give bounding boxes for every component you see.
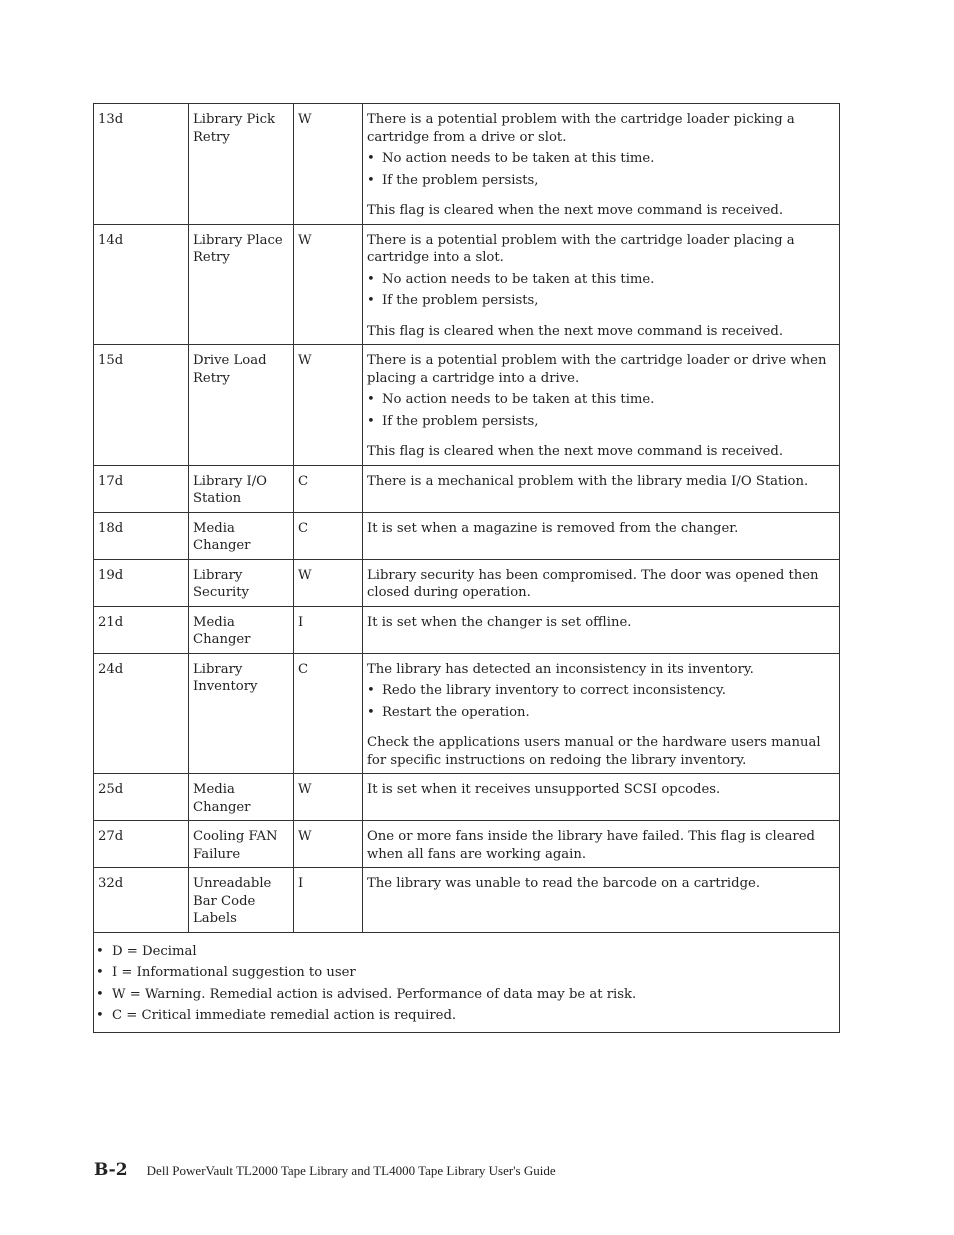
flag-description [363,606,840,653]
flag-row [94,104,840,225]
description-intro: There is a potential problem with the cartridge loader or drive when placing a cartridge into a drive. [367,353,827,386]
description-intro: There is a mechanical problem with the library media I/O Station. [367,473,809,489]
flag-name: Media Changer [189,512,294,559]
flags-table-body [94,104,840,1033]
flag-row [94,821,840,868]
flag-description [363,512,840,559]
description-bullet: • Restart the operation. [367,704,835,722]
description-bullet: • No action needs to be taken at this time. [367,391,835,409]
flag-description [363,559,840,606]
description-intro: There is a potential problem with the cartridge loader picking a cartridge from a drive or slot. [367,112,795,145]
flag-type: W [294,224,363,345]
flag-type: C [294,512,363,559]
flag-description [363,465,840,512]
flag-row [94,345,840,466]
legend-row [94,932,840,1032]
flag-type: W [294,104,363,225]
flag-row [94,512,840,559]
flag-code: 15d [94,345,189,466]
flag-code: 17d [94,465,189,512]
flag-name: Unreadable Bar Code Labels [189,868,294,933]
description-bullets [367,682,835,721]
flag-row [94,465,840,512]
page-number: B-2 [94,1160,128,1180]
description-bullet: • If the problem persists, [367,292,835,310]
flag-name: Media Changer [189,774,294,821]
flag-type: W [294,345,363,466]
flag-code: 24d [94,653,189,774]
flag-code: 14d [94,224,189,345]
flag-name: Media Changer [189,606,294,653]
flag-code: 27d [94,821,189,868]
description-intro: There is a potential problem with the cartridge loader placing a cartridge into a slot. [367,232,795,265]
flag-row [94,774,840,821]
flag-code: 13d [94,104,189,225]
flag-description [363,345,840,466]
page-footer [94,1160,556,1180]
legend-item: • C = Critical immediate remedial action is required. [96,1007,835,1025]
legend-list [96,943,835,1025]
flag-code: 32d [94,868,189,933]
description-intro: The library has detected an inconsistency in its inventory. [367,661,754,677]
flag-name: Library I/O Station [189,465,294,512]
flag-code: 19d [94,559,189,606]
flag-code: 25d [94,774,189,821]
flag-name: Library Place Retry [189,224,294,345]
description-note: This flag is cleared when the next move command is received. [367,203,784,218]
flag-description [363,868,840,933]
flag-name: Drive Load Retry [189,345,294,466]
flag-type: W [294,821,363,868]
description-intro: The library was unable to read the barcode on a cartridge. [367,876,761,891]
flag-name: Library Pick Retry [189,104,294,225]
flag-row [94,868,840,933]
description-bullets [367,150,835,189]
flag-type: I [294,868,363,933]
flag-type: W [294,559,363,606]
flag-description [363,821,840,868]
description-note: This flag is cleared when the next move command is received. [367,323,784,339]
flag-code: 18d [94,512,189,559]
flag-type: W [294,774,363,821]
flag-type: C [294,653,363,774]
flag-name: Library Security [189,559,294,606]
description-intro: It is set when the changer is set offline. [367,614,632,630]
flag-row [94,224,840,345]
flag-description [363,224,840,345]
flag-code: 21d [94,606,189,653]
flag-row [94,559,840,606]
description-intro: It is set when it receives unsupported SCSI opcodes. [367,782,721,797]
description-bullet: • If the problem persists, [367,413,835,431]
legend-item: • W = Warning. Remedial action is advised. Performance of data may be at risk. [96,986,835,1004]
flag-name: Library Inventory [189,653,294,774]
legend-item: • I = Informational suggestion to user [96,964,835,982]
flag-name: Cooling FAN Failure [189,821,294,868]
description-intro: One or more fans inside the library have failed. This flag is cleared when all fans are working again. [367,829,815,862]
flag-type: I [294,606,363,653]
description-bullets [367,271,835,310]
footer-title: Dell PowerVault TL2000 Tape Library and TL4000 Tape Library User's Guide [146,1163,556,1178]
description-intro: Library security has been compromised. The door was opened then closed during operation. [367,567,819,600]
description-bullet: • No action needs to be taken at this time. [367,150,835,168]
description-intro: It is set when a magazine is removed from the changer. [367,520,739,536]
flag-row [94,606,840,653]
flag-description [363,653,840,774]
description-note: Check the applications users manual or the hardware users manual for specific instructions on redoing the library inventory. [367,735,821,768]
description-bullets [367,391,835,430]
flag-row [94,653,840,774]
tape-alert-flags-table [93,103,840,1033]
description-bullet: • If the problem persists, [367,172,835,190]
description-note: This flag is cleared when the next move command is received. [367,444,784,459]
legend-cell [94,932,840,1032]
flag-type: C [294,465,363,512]
legend-item: • D = Decimal [96,943,835,961]
description-bullet: • Redo the library inventory to correct inconsistency. [367,682,835,700]
flag-description [363,774,840,821]
flag-description [363,104,840,225]
description-bullet: • No action needs to be taken at this time. [367,271,835,289]
